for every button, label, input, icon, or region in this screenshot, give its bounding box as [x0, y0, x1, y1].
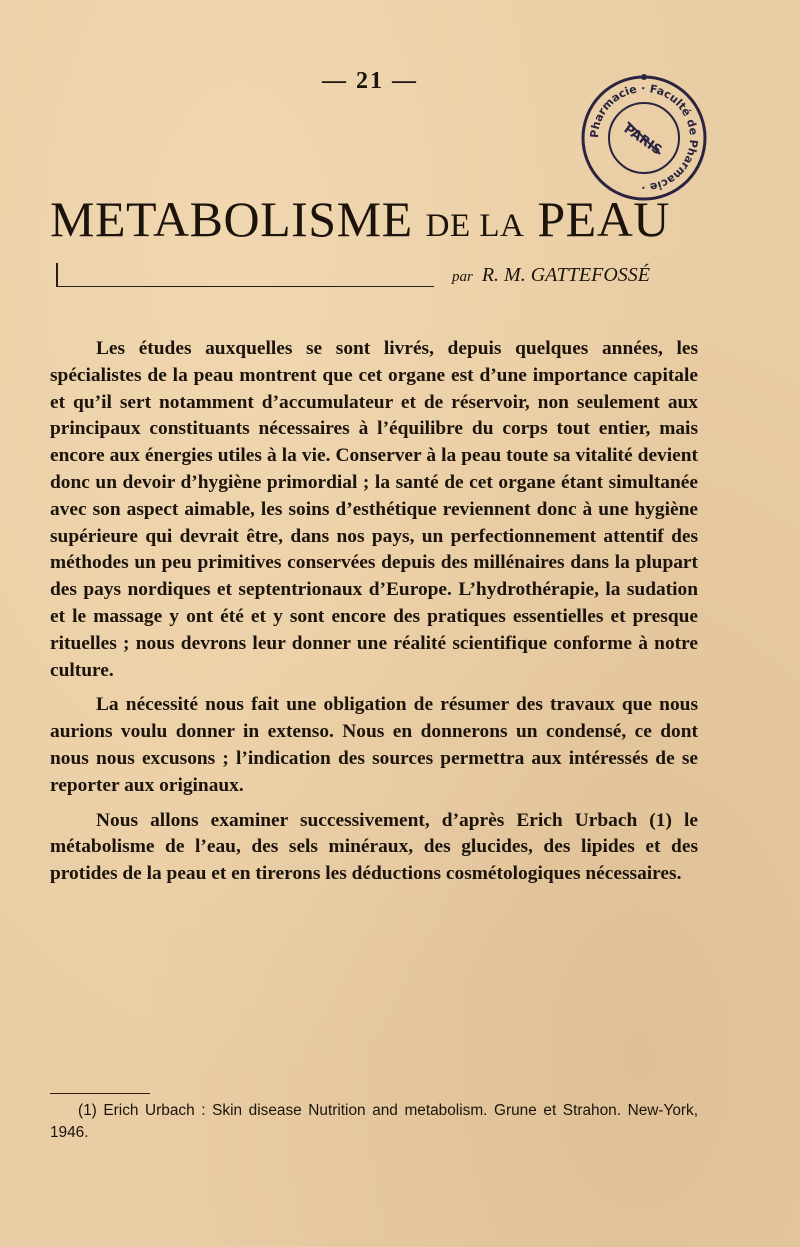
title-word-peau: PEAU: [537, 191, 670, 247]
paragraph-1: Les études auxquelles se sont livrés, depuis quelques années, les spécialistes de la peau montrent que cet organe est d’une importance capitale et qu’il sert notamment d’accumulateur et de réservoir, non seulement aux principaux constituants nécessaires à l’équilibre du corps tout entier, mais encore aux énergies utiles à la vie. Conserver à la peau toute sa vitalité devient donc un devoir d’hygiène primordial ; la santé de cet organe étant simultanée avec son aspect aimable, les soins d’esthétique reviennent donc à une hygiène supérieure qui devrait être, dans nos pays, un perfectionnement attentif des méthodes un peu primitives conservées depuis des millénaires dans la plupart des pays nordiques et septentrionaux d’Europe. L’hydrothérapie, la sudation et le massage y ont été et y sont encore des pratiques essentielles et presque rituelles ; nous devrons leur donner une réalité scientifique conforme à notre culture.: [50, 338, 698, 681]
footnote: [50, 1100, 698, 1144]
stamp-center-text: PARIS: [620, 121, 665, 159]
byline-par: par: [452, 269, 473, 285]
page-number: — 21 —: [322, 68, 418, 94]
library-stamp: [578, 72, 710, 204]
footnote-text: (1) Erich Urbach : Skin disease Nutrition and metabolism. Grune et Strahon. New-York, 1946.: [50, 1102, 698, 1141]
stamp-ring-text: Pharmacie · Faculté de Pharmacie ·: [587, 81, 701, 195]
byline: [452, 264, 752, 287]
byline-author: R. M. GATTEFOSSÉ: [481, 264, 650, 286]
footnote-rule: [50, 1093, 150, 1094]
article-title: [50, 190, 750, 248]
paragraph-3: Nous allons examiner successivement, d’après Erich Urbach (1) le métabolisme de l’eau, des sels minéraux, des glucides, des lipides et des protides de la peau et en tirerons les déductions cosmétologiques nécessaires.: [50, 809, 698, 885]
title-rule-tick: [56, 263, 58, 287]
article-body: [50, 336, 698, 896]
title-rule: [56, 286, 434, 287]
title-word-metabolisme: METABOLISME: [50, 191, 413, 247]
paragraph-2: La nécessité nous fait une obligation de résumer des travaux que nous aurions voulu donner in extenso. Nous en donnerons un condensé, ce dont nous nous excusons ; l’indication des sources permettra aux intéressés de se reporter aux originaux.: [50, 694, 698, 796]
title-word-de-la: DE LA: [425, 208, 525, 244]
